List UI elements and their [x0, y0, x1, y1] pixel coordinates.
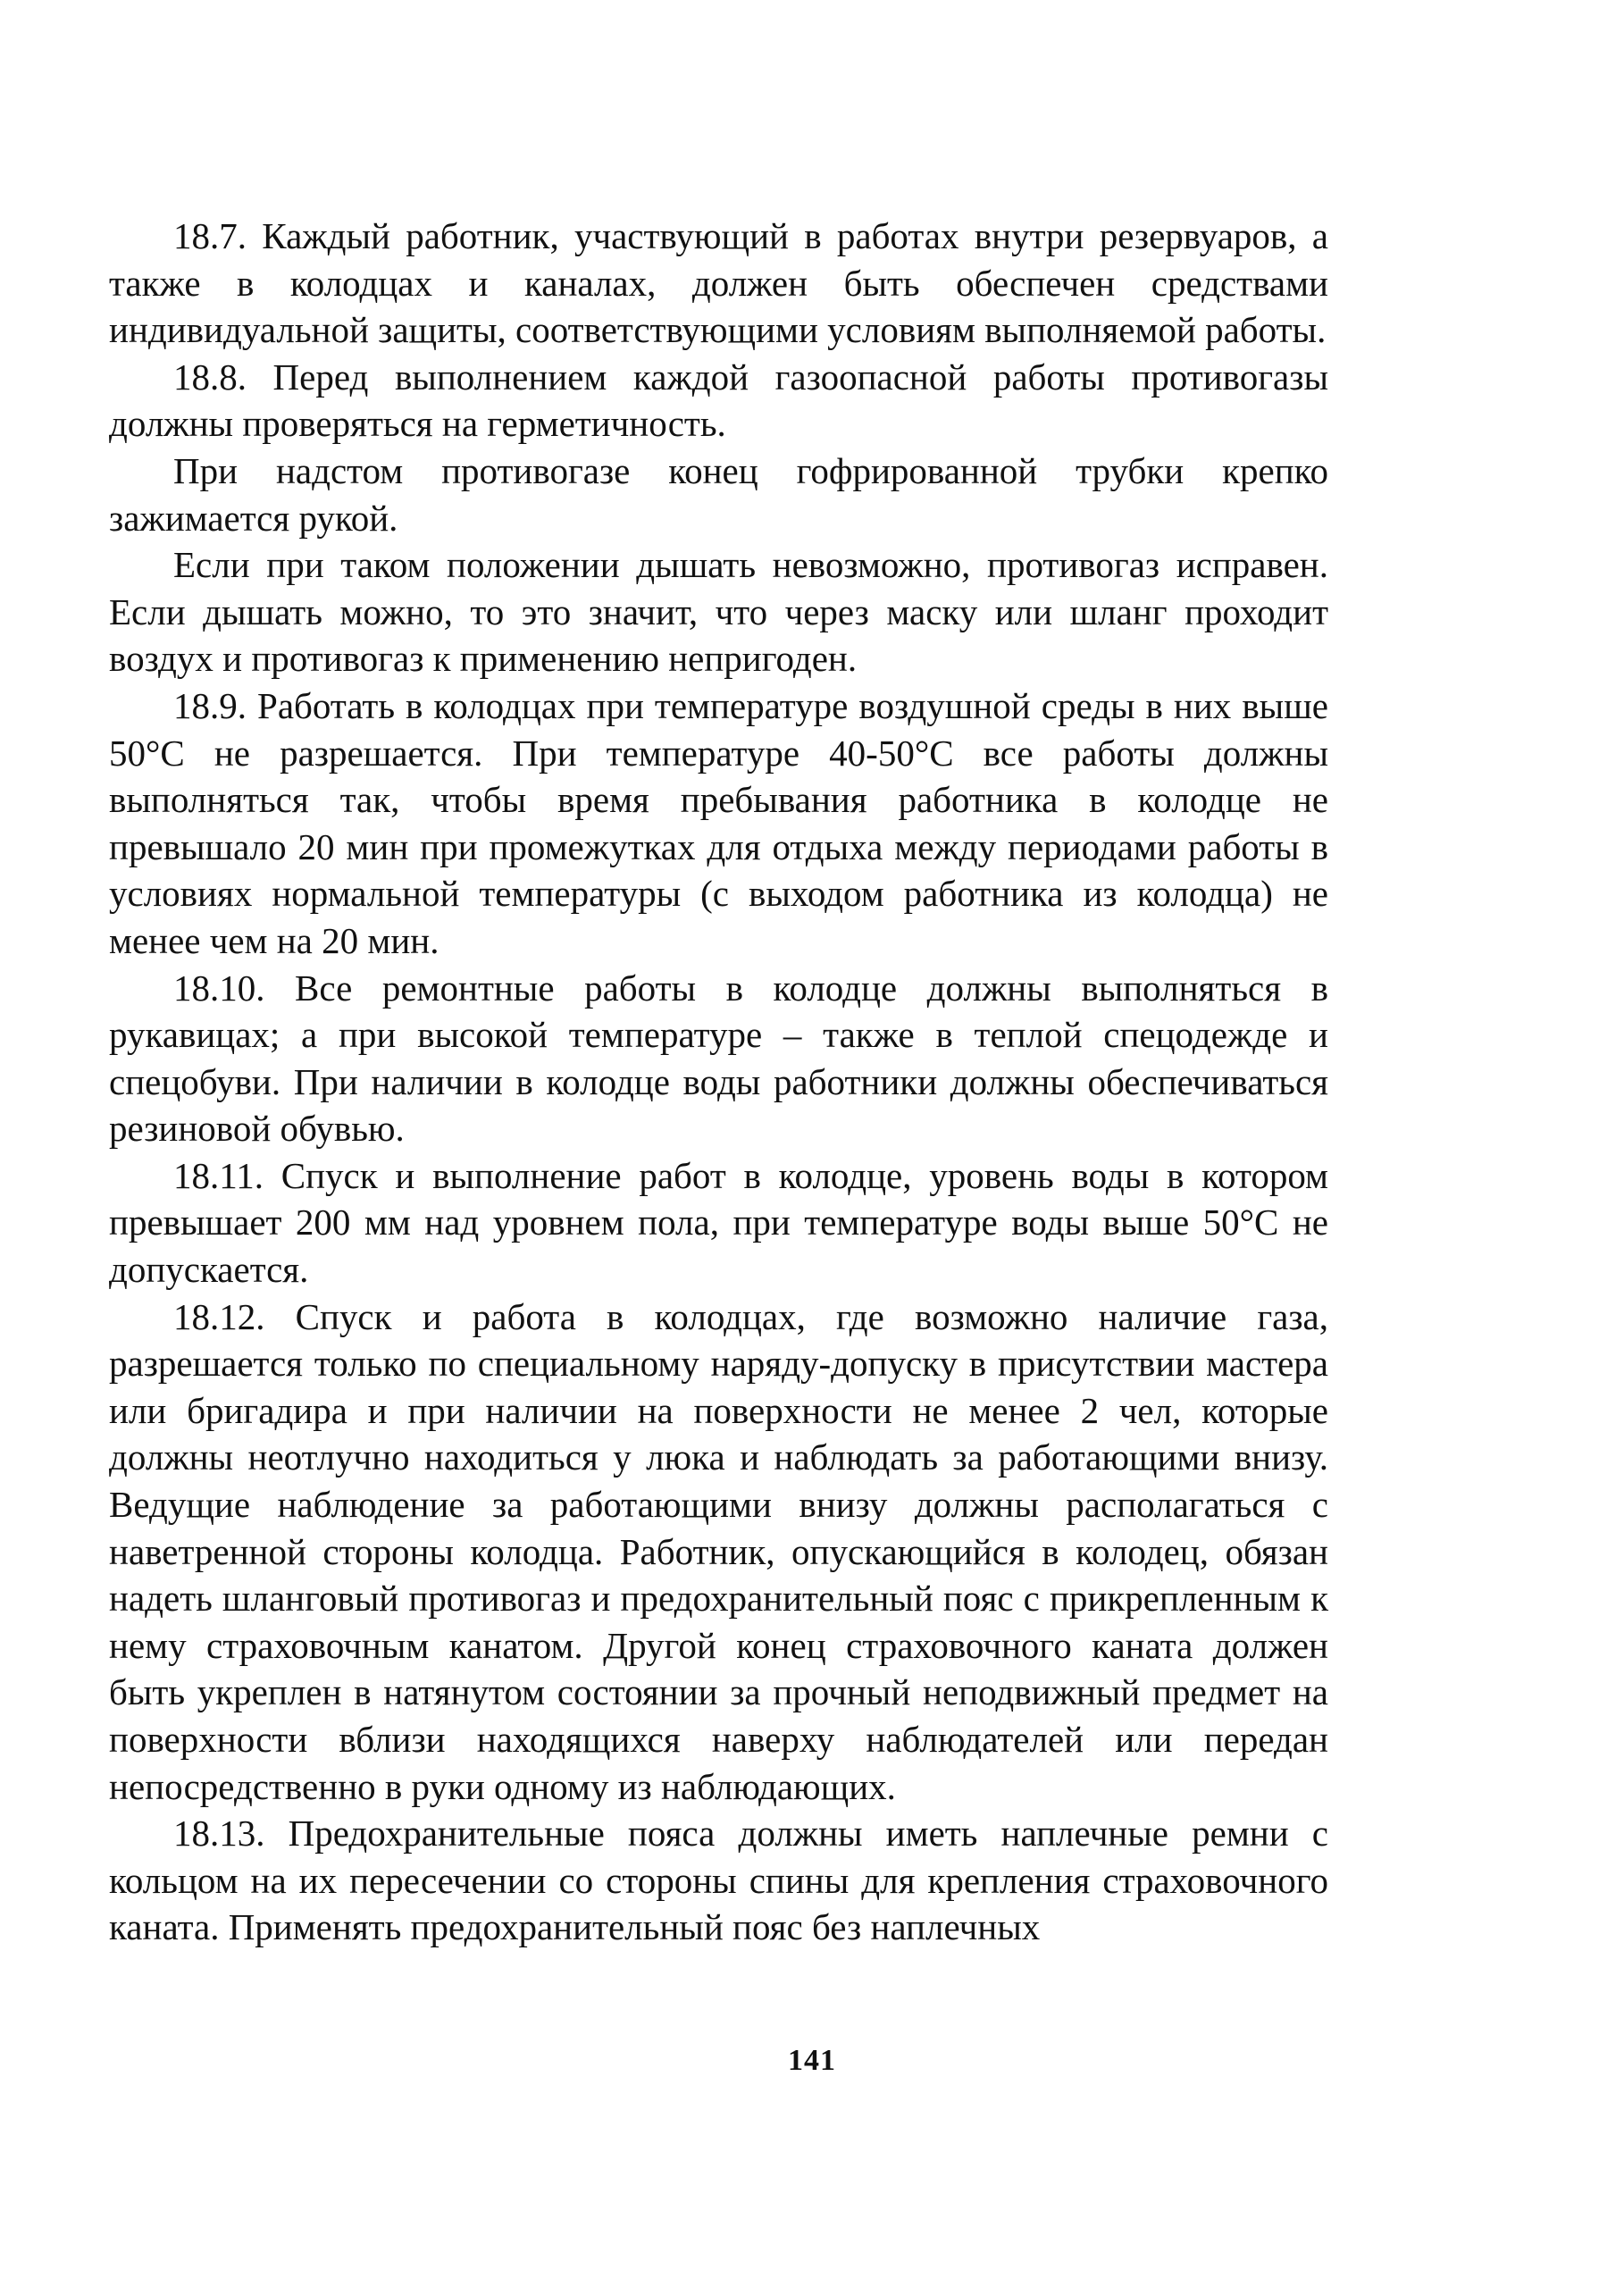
- paragraph-gas-mask-test: При надстом противогазе конец гофрированной трубки крепко зажимается рукой.: [109, 449, 1328, 539]
- paragraph-18-13: 18.13. Предохранительные пояса должны иметь наплечные ремни с кольцом на их пересечении со стороны спины для крепления страховочного каната. Применять предохранительный пояс без наплечных: [109, 1813, 1328, 1948]
- paragraph-18-11: 18.11. Спуск и выполнение работ в колодце, уровень воды в котором превышает 200 мм над уровнем пола, при температуре воды выше 50°С не допускается.: [109, 1154, 1328, 1291]
- paragraph-18-8: 18.8. Перед выполнением каждой газоопасной работы противогазы должны проверяться на герметичность.: [109, 356, 1328, 445]
- paragraph-18-7: 18.7. Каждый работник, участвующий в работах внутри резервуаров, а также в колодцах и каналах, должен быть обеспечен средствами индивидуальной защиты, соответствующими условиям выполняемой работы.: [109, 215, 1328, 351]
- paragraph-18-12: 18.12. Спуск и работа в колодцах, где возможно наличие газа, разрешается только по специальному наряду-допуску в присутствии мастера или бригадира и при наличии на поверхности не менее 2 чел, которые должны неотлучно находиться у люка и наблюдать за работающими внизу. Ведущие наблюдение за работающими внизу должны располагаться с наветренной стороны колодца. Работник, опускающийся в колодец, обязан надеть шланговый противогаз и предохранительный пояс с прикрепленным к нему страховочным канатом. Другой конец страховочного каната должен быть укреплен в натянутом состоянии за прочный неподвижный предмет на поверхности вблизи находящихся наверху наблюдателей или передан непосредственно в руки одному из наблюдающих.: [109, 1295, 1328, 1807]
- body-text: [109, 213, 1328, 1951]
- page-number: 141: [788, 2044, 836, 2077]
- paragraph-18-9: 18.9. Работать в колодцах при температуре воздушной среды в них выше 50°С не разрешается. При температуре 40-50°С все работы должны выполняться так, чтобы время пребывания работника в колодце не превышало 20 мин при промежутках для отдыха между периодами работы в условиях нормальной температуры (с выходом работника из колодца) не менее чем на 20 мин.: [109, 684, 1328, 961]
- paragraph-18-10: 18.10. Все ремонтные работы в колодце должны выполняться в рукавицах; а при высокой температуре – также в теплой спецодежде и спецобуви. При наличии в колодце воды работники должны обеспечиваться резиновой обувью.: [109, 967, 1328, 1150]
- paragraph-gas-mask-result: Если при таком положении дышать невозможно, противогаз исправен. Если дышать можно, то это значит, что через маску или шланг проходит воздух и противогаз к применению непригоден.: [109, 544, 1328, 680]
